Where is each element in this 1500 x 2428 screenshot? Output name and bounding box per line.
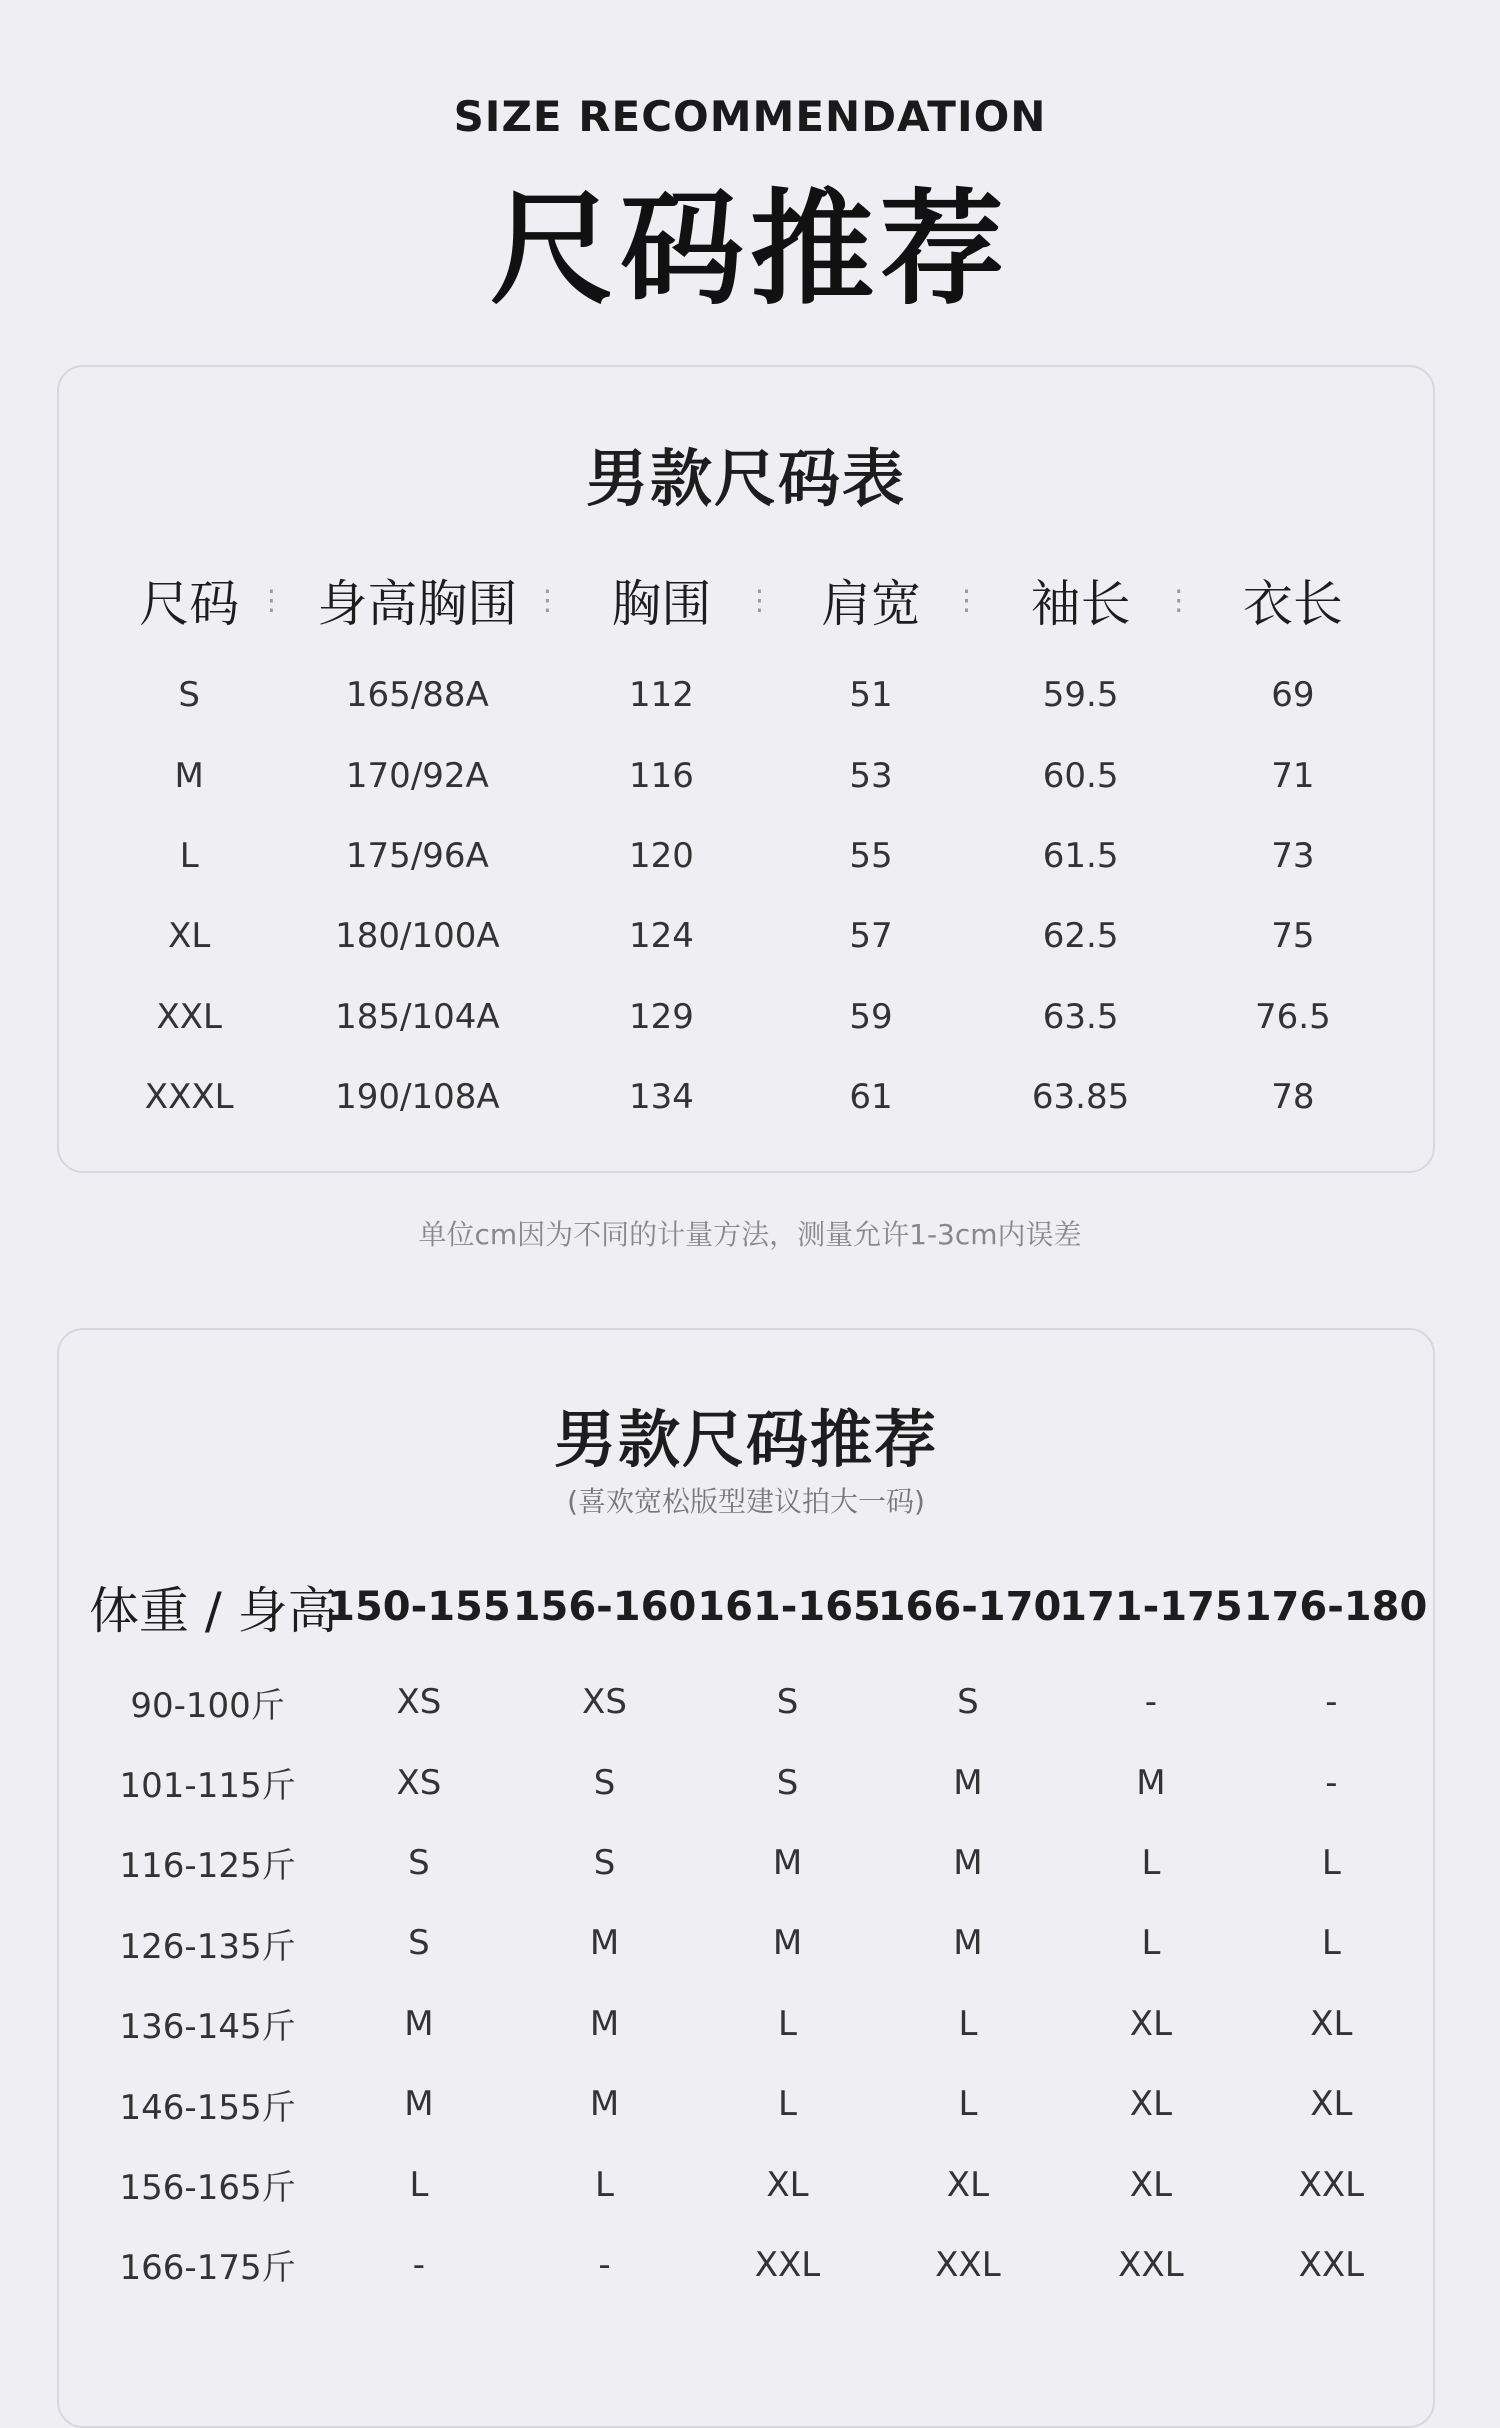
row-label-cell: XXL [156,996,222,1037]
size-recommend-row [89,1903,1419,1983]
table-cell: 75 [1271,916,1315,957]
table-cell: 60.5 [1042,755,1119,796]
table-cell: 53 [849,755,893,796]
table-cell: 61 [849,1077,893,1118]
table-cell: 124 [628,916,694,957]
table-cell: 190/108A [335,1077,500,1118]
size-chart-row [99,977,1399,1057]
separator-dots: ⋮ [745,583,774,617]
table-cell: 69 [1271,675,1315,716]
size-chart-table [99,545,1399,1137]
table-cell: - [598,2244,611,2285]
column-header: 肩宽 ⋮ [821,575,981,633]
table-cell: M [589,1923,620,1964]
table-cell: 185/104A [335,996,500,1037]
table-cell: XL [1129,2084,1173,2125]
table-cell: XXL [1118,2244,1184,2285]
size-recommend-title: 男款尺码推荐 [553,1403,938,1476]
table-cell: S [776,1762,799,1803]
table-cell: M [1136,1762,1166,1803]
table-cell: M [589,2084,620,2125]
table-cell: 165/88A [345,675,489,716]
table-cell: L [1321,1923,1341,1964]
size-chart-card [57,365,1435,1173]
size-chart-row [99,1057,1399,1137]
table-cell: 76.5 [1255,996,1331,1037]
size-recommend-row [89,2064,1419,2144]
table-cell: 175/96A [345,835,489,876]
table-cell: 59.5 [1042,675,1119,716]
table-cell: L [409,2164,429,2205]
size-recommend-row [89,1662,1419,1742]
table-cell: S [408,1842,430,1883]
row-label-cell: 136-145斤 [119,2007,296,2048]
table-cell: 112 [628,675,694,716]
separator-dots: ⋮ [1164,583,1193,617]
size-chart-title: 男款尺码表 [585,442,906,515]
column-header: 袖长 ⋮ [1030,575,1193,633]
table-cell: 62.5 [1042,916,1119,957]
row-label-cell: XL [168,916,211,957]
column-header: 胸围 ⋮ [611,575,774,633]
table-cell: - [1325,1762,1338,1803]
height-column-header: 156-160 [512,1584,697,1630]
table-cell: 59 [849,996,893,1037]
column-header: 尺码 ⋮ [139,575,286,633]
size-recommend-row [89,1823,1419,1903]
size-recommend-row [89,1984,1419,2064]
size-recommend-row [89,2144,1419,2224]
table-cell: 134 [628,1077,694,1118]
table-cell: XXL [1298,2244,1365,2285]
row-label-cell: S [178,675,200,716]
size-chart-row [99,735,1399,815]
table-cell: M [404,2003,434,2044]
row-label-cell: M [174,755,204,796]
table-cell: S [593,1842,616,1883]
size-recommend-row [89,1742,1419,1822]
table-cell: XS [582,1682,627,1723]
table-cell: 73 [1271,835,1315,876]
table-cell: XL [766,2164,809,2205]
table-cell: XXL [1298,2164,1365,2205]
table-cell: 55 [849,835,893,876]
size-chart-row [99,655,1399,735]
table-cell: L [1141,1923,1161,1964]
table-cell: 116 [628,755,694,796]
row-label-cell: L [179,835,199,876]
separator-dots: ⋮ [952,583,981,617]
table-cell: L [778,2084,797,2125]
table-cell: S [957,1682,979,1723]
table-cell: 51 [849,675,893,716]
table-cell: - [1144,1682,1158,1723]
table-cell: 57 [849,916,893,957]
row-label-cell: 146-155斤 [119,2087,296,2128]
table-cell: 170/92A [345,755,489,796]
table-cell: XL [1129,2003,1173,2044]
size-chart-header-row [99,545,1399,655]
table-cell: 63.5 [1042,996,1119,1037]
table-cell: XL [1310,2003,1353,2044]
column-header: 衣长 [1242,575,1343,633]
height-column-header: 150-155 [327,1584,511,1630]
table-cell: L [778,2003,797,2044]
table-cell: L [958,2084,978,2125]
column-header: 身高胸围 ⋮ [317,575,562,633]
separator-dots: ⋮ [257,583,286,617]
row-label-cell: 90-100斤 [130,1685,285,1726]
table-cell: L [1321,1842,1341,1883]
table-cell: 61.5 [1042,835,1119,876]
separator-dots: ⋮ [533,583,562,617]
table-cell: L [958,2003,978,2044]
measurement-note: 单位cm因为不同的计量方法，测量允许1-3cm内误差 [418,1218,1082,1251]
table-cell: 78 [1271,1077,1315,1118]
table-cell: XXL [935,2244,1001,2285]
row-label-cell: 101-115斤 [119,1766,296,1807]
table-cell: L [595,2164,614,2205]
table-cell: 129 [628,996,694,1037]
row-label-cell: 156-165斤 [119,2168,296,2209]
size-recommend-row [89,2225,1419,2305]
table-cell: - [1325,1682,1338,1723]
table-cell: M [953,1923,983,1964]
row-label-cell: XXXL [144,1077,234,1118]
table-cell: S [408,1923,430,1964]
table-cell: M [404,2084,434,2125]
corner-label: 体重 / 身高 [89,1582,338,1640]
table-cell: M [953,1762,983,1803]
table-cell: XS [396,1682,442,1723]
table-cell: XL [1129,2164,1173,2205]
size-recommend-table [89,1552,1428,2305]
height-column-header: 161-165 [697,1584,881,1630]
table-cell: XS [396,1762,442,1803]
height-column-header: 171-175 [1059,1584,1243,1630]
height-column-header: 166-170 [877,1584,1062,1630]
table-cell: 63.85 [1031,1077,1130,1118]
row-label-cell: 126-135斤 [119,1926,296,1967]
height-column-header: 176-180 [1243,1584,1428,1630]
page-title: 尺码推荐 [489,178,1010,322]
table-cell: M [772,1842,803,1883]
row-label-cell: 166-175斤 [119,2248,296,2289]
table-cell: S [776,1682,799,1723]
table-cell: XL [946,2164,990,2205]
table-cell: S [593,1762,616,1803]
table-cell: 120 [628,835,694,876]
size-recommend-header-row [89,1552,1419,1662]
table-cell: - [412,2244,426,2285]
table-cell: L [1141,1842,1161,1883]
table-cell: 180/100A [335,916,500,957]
table-cell: 71 [1271,755,1315,796]
table-cell: XXL [754,2244,821,2285]
size-chart-row [99,816,1399,896]
size-recommend-card [57,1328,1435,2428]
table-cell: M [589,2003,620,2044]
eyebrow-title: SIZE RECOMMENDATION [453,92,1047,141]
table-cell: M [953,1842,983,1883]
row-label-cell: 116-125斤 [119,1846,296,1887]
size-chart-row [99,896,1399,976]
table-cell: M [772,1923,803,1964]
size-recommend-subtitle: (喜欢宽松版型建议拍大一码) [567,1485,925,1518]
table-cell: XL [1310,2084,1353,2125]
